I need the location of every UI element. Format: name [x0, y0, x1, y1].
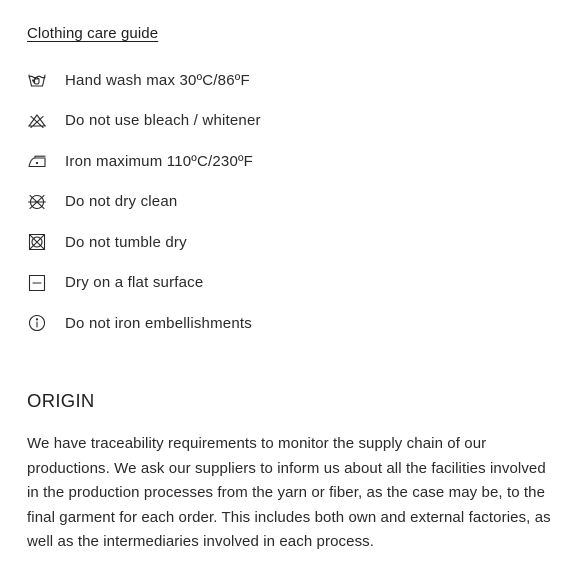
clothing-care-guide-link[interactable]: Clothing care guide	[27, 25, 159, 42]
care-item-hand-wash	[27, 60, 261, 101]
care-item-iron	[27, 141, 261, 182]
no-bleach-icon	[27, 111, 47, 131]
no-dry-clean-icon	[27, 192, 47, 212]
care-item-label: Do not dry clean	[65, 193, 178, 211]
origin-description: We have traceability requirements to monitor the supply chain of our productions. We ask our suppliers to inform us about all the facilities involved in the production processes from the yarn or fiber, as the case may be, to the final garment for each order. This includes both own and external factories, as well as the intermediaries involved in each process.	[27, 435, 551, 550]
care-item-label: Do not tumble dry	[65, 233, 187, 251]
care-item-label: Do not iron embellishments	[65, 314, 252, 332]
care-item-label: Hand wash max 30ºC/86ºF	[65, 71, 250, 89]
dry-flat-icon	[27, 273, 47, 293]
hand-wash-icon	[27, 70, 47, 90]
no-tumble-dry-icon	[27, 232, 47, 252]
care-item-label: Do not use bleach / whitener	[65, 112, 261, 130]
care-item-no-bleach	[27, 101, 261, 142]
info-icon	[27, 313, 47, 333]
care-item-label: Dry on a flat surface	[65, 274, 204, 292]
origin-heading: ORIGIN	[27, 390, 95, 411]
care-item-label: Iron maximum 110ºC/230ºF	[65, 152, 254, 170]
iron-low-icon	[27, 151, 47, 171]
care-item-no-tumble-dry	[27, 222, 261, 263]
care-item-dry-flat	[27, 263, 261, 304]
care-item-no-dry-clean	[27, 182, 261, 223]
care-instructions-list	[27, 60, 261, 344]
care-item-no-iron-embellishments	[27, 303, 261, 344]
